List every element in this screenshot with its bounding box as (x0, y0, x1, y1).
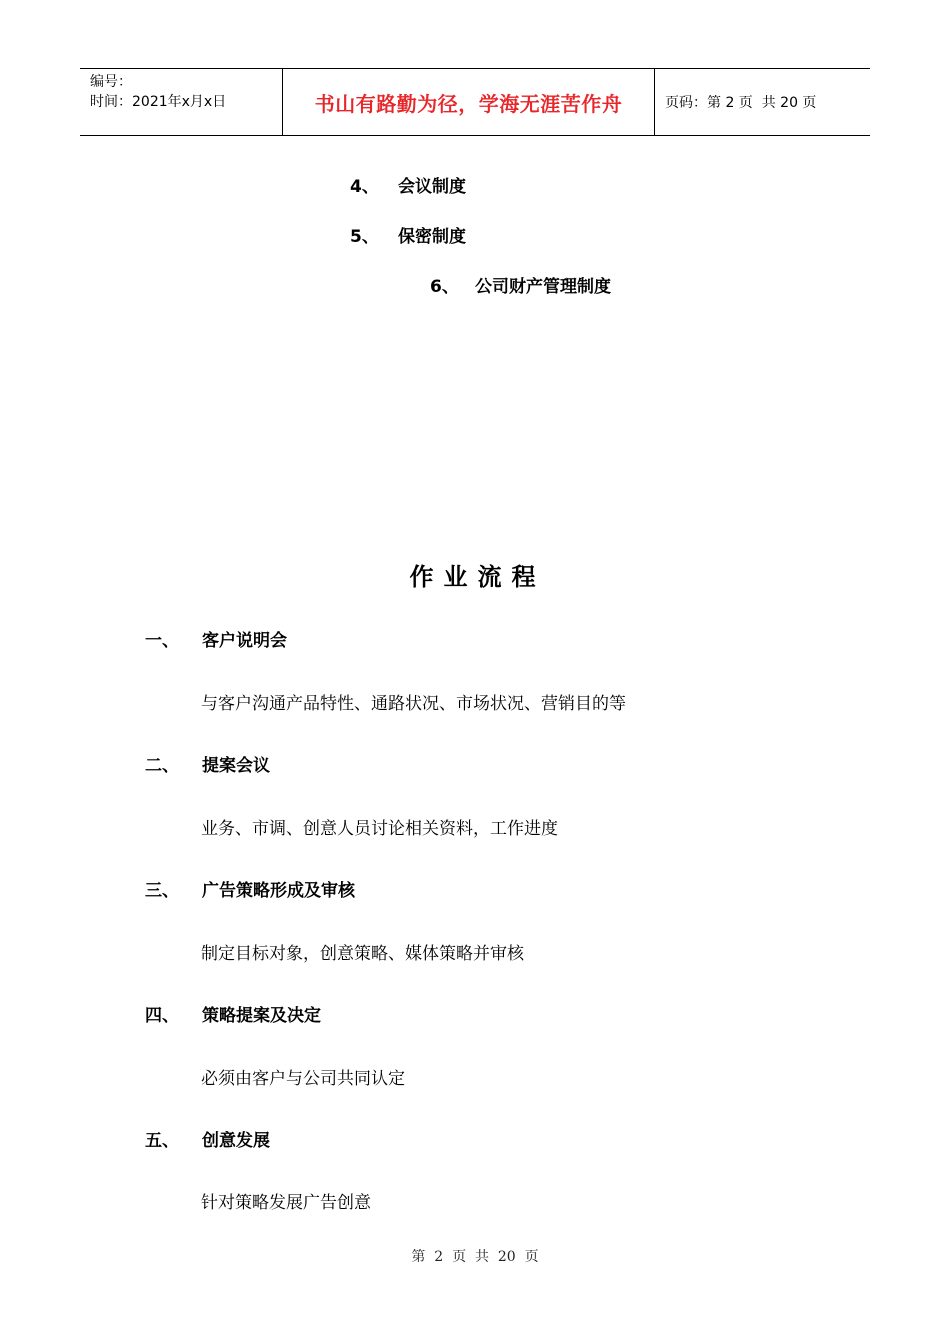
header-page-info: 页码：第 2 页 共 20 页 (665, 95, 817, 111)
step-description: 业务、市调、创意人员讨论相关资料，工作进度 (201, 819, 558, 839)
step-heading (145, 876, 355, 901)
footer-page-number: 第 2 页 共 20 页 (411, 1249, 539, 1265)
step-title: 策略提案及决定 (202, 1006, 321, 1026)
toc-item-number: 4、 (350, 177, 379, 197)
header-time-label: 时间：2021年x月x日 (90, 94, 227, 110)
toc-item-number: 6、 (430, 277, 459, 297)
page-header (80, 68, 870, 136)
step-description: 针对策略发展广告创意 (201, 1193, 371, 1213)
step-index: 一、 (145, 631, 179, 651)
step-title: 广告策略形成及审核 (202, 881, 355, 901)
page-footer (0, 1246, 950, 1266)
header-page-cell (655, 69, 870, 135)
toc-item (350, 172, 466, 197)
toc-item (430, 272, 611, 297)
step-heading (145, 626, 287, 651)
step-title: 创意发展 (202, 1131, 270, 1151)
header-motto: 书山有路勤为径，学海无涯苦作舟 (314, 91, 623, 116)
section-title: 作业流程 (409, 563, 546, 591)
step-heading (145, 751, 270, 776)
step-heading (145, 1001, 321, 1026)
step-index: 五、 (145, 1131, 179, 1151)
step-description: 必须由客户与公司共同认定 (201, 1069, 405, 1089)
step-index: 二、 (145, 756, 179, 776)
step-description: 与客户沟通产品特性、通路状况、市场状况、营销目的等 (201, 694, 626, 714)
header-number-label: 编号： (90, 74, 132, 90)
step-heading (145, 1126, 270, 1151)
header-meta (80, 69, 282, 135)
step-index: 四、 (145, 1006, 179, 1026)
toc-item-label: 保密制度 (398, 227, 466, 247)
step-title: 提案会议 (202, 756, 270, 776)
toc-item-label: 会议制度 (398, 177, 466, 197)
step-description: 制定目标对象，创意策略、媒体策略并审核 (201, 944, 524, 964)
toc-item (350, 222, 466, 247)
step-title: 客户说明会 (202, 631, 287, 651)
step-index: 三、 (145, 881, 179, 901)
toc-item-number: 5、 (350, 227, 379, 247)
header-motto-cell (282, 69, 655, 135)
toc-item-label: 公司财产管理制度 (475, 277, 611, 297)
